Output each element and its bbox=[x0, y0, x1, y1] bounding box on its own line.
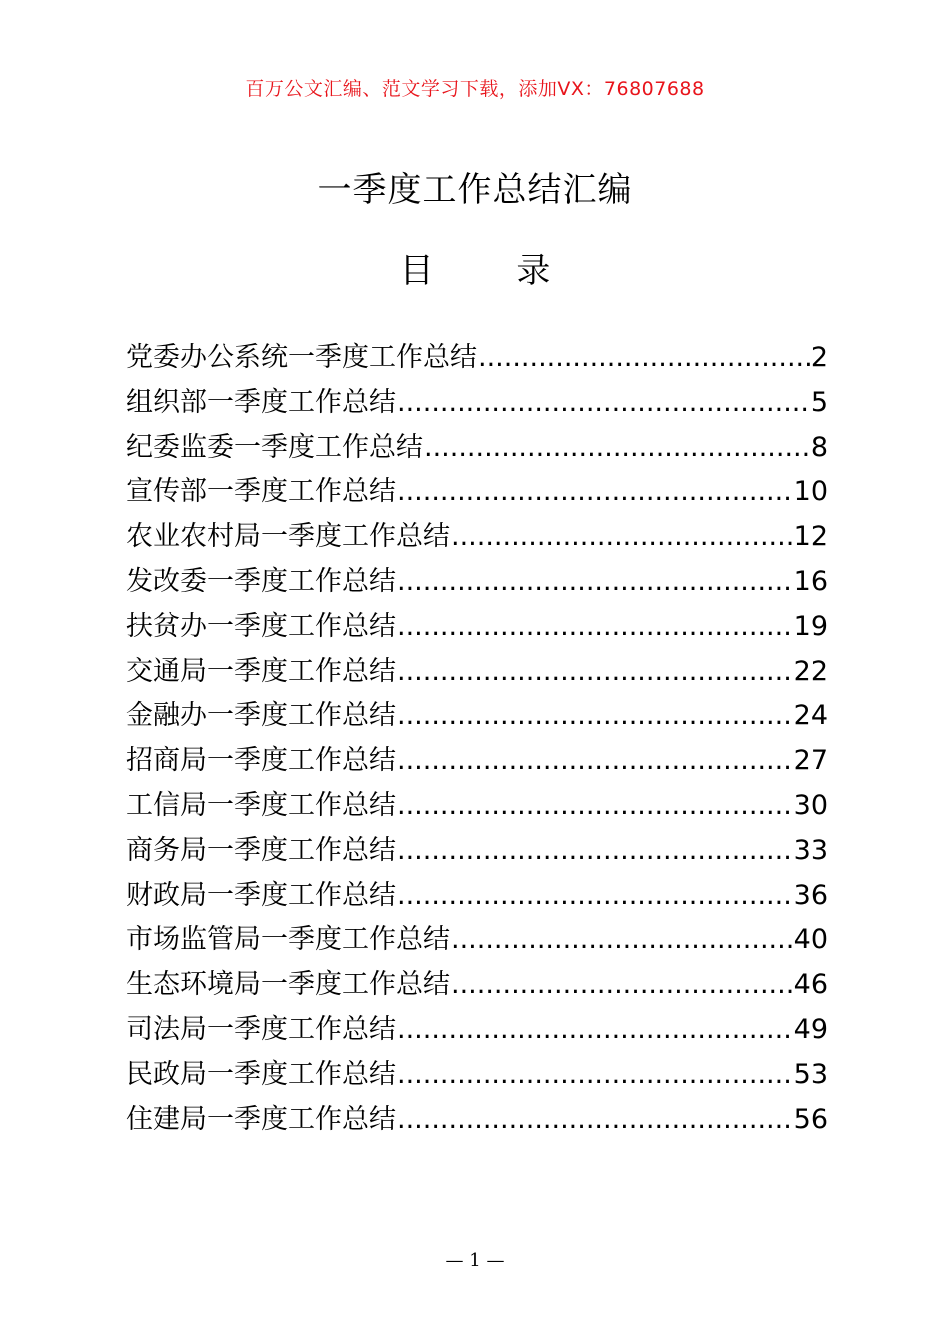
toc-entry[interactable] bbox=[126, 739, 828, 784]
toc-entry-page-number: 2 bbox=[810, 342, 828, 373]
toc-entry-page-number: 40 bbox=[793, 924, 828, 956]
toc-entry-label: 招商局一季度工作总结 bbox=[126, 745, 396, 777]
toc-entry-label: 金融办一季度工作总结 bbox=[126, 700, 396, 732]
toc-entry-page-number: 27 bbox=[793, 745, 828, 777]
toc-dot-leader bbox=[478, 336, 810, 381]
toc-dot-leader bbox=[424, 426, 810, 471]
toc-entry-label: 纪委监委一季度工作总结 bbox=[126, 431, 423, 463]
toc-entry-page-number: 24 bbox=[793, 700, 828, 732]
toc-entry-label: 组织部一季度工作总结 bbox=[126, 386, 396, 418]
toc-entry-page-number: 49 bbox=[793, 1013, 828, 1045]
toc-dot-leader bbox=[397, 560, 793, 605]
toc-entry-page-number: 12 bbox=[793, 521, 828, 553]
toc-entry-label: 市场监管局一季度工作总结 bbox=[126, 924, 450, 956]
toc-entry[interactable] bbox=[126, 515, 828, 560]
toc-entry[interactable] bbox=[126, 605, 828, 650]
toc-entry-label: 发改委一季度工作总结 bbox=[126, 565, 396, 597]
toc-entry-label: 农业农村局一季度工作总结 bbox=[126, 521, 450, 553]
toc-entry-page-number: 46 bbox=[793, 969, 828, 1001]
table-of-contents bbox=[126, 336, 828, 1142]
toc-dot-leader bbox=[397, 470, 793, 515]
toc-dot-leader bbox=[397, 739, 793, 784]
toc-entry-page-number: 36 bbox=[793, 879, 828, 911]
toc-entry-page-number: 8 bbox=[810, 431, 828, 463]
document-title: 一季度工作总结汇编 bbox=[317, 170, 633, 210]
page-number: — 1 — bbox=[445, 1250, 505, 1271]
toc-dot-leader bbox=[397, 1098, 793, 1143]
toc-entry[interactable] bbox=[126, 1098, 828, 1143]
toc-entry[interactable] bbox=[126, 426, 828, 471]
toc-entry-page-number: 22 bbox=[793, 655, 828, 687]
toc-heading: 目 录 bbox=[399, 251, 587, 291]
toc-dot-leader bbox=[397, 650, 793, 695]
toc-entry[interactable] bbox=[126, 1008, 828, 1053]
toc-entry[interactable] bbox=[126, 784, 828, 829]
toc-entry-page-number: 16 bbox=[793, 565, 828, 597]
toc-dot-leader bbox=[397, 694, 793, 739]
toc-dot-leader bbox=[397, 381, 810, 426]
toc-dot-leader bbox=[397, 605, 793, 650]
toc-entry-page-number: 33 bbox=[793, 834, 828, 866]
toc-entry[interactable] bbox=[126, 963, 828, 1008]
toc-entry[interactable] bbox=[126, 650, 828, 695]
toc-dot-leader bbox=[397, 1008, 793, 1053]
toc-entry-label: 工信局一季度工作总结 bbox=[126, 789, 396, 821]
toc-entry[interactable] bbox=[126, 874, 828, 919]
toc-entry-label: 交通局一季度工作总结 bbox=[126, 655, 396, 687]
toc-entry-page-number: 56 bbox=[793, 1103, 828, 1135]
toc-entry[interactable] bbox=[126, 470, 828, 515]
toc-entry-label: 民政局一季度工作总结 bbox=[126, 1058, 396, 1090]
toc-entry[interactable] bbox=[126, 336, 828, 381]
toc-dot-leader bbox=[451, 515, 793, 560]
toc-entry-label: 扶贫办一季度工作总结 bbox=[126, 610, 396, 642]
toc-entry-label: 财政局一季度工作总结 bbox=[126, 879, 396, 911]
toc-dot-leader bbox=[397, 784, 793, 829]
toc-entry-label: 宣传部一季度工作总结 bbox=[126, 476, 396, 508]
toc-entry[interactable] bbox=[126, 381, 828, 426]
toc-entry-label: 住建局一季度工作总结 bbox=[126, 1103, 396, 1135]
toc-entry[interactable] bbox=[126, 694, 828, 739]
toc-dot-leader bbox=[451, 918, 793, 963]
toc-entry-label: 生态环境局一季度工作总结 bbox=[126, 969, 450, 1001]
toc-dot-leader bbox=[397, 874, 793, 919]
toc-entry[interactable] bbox=[126, 918, 828, 963]
toc-entry-label: 商务局一季度工作总结 bbox=[126, 834, 396, 866]
toc-entry-page-number: 30 bbox=[793, 789, 828, 821]
toc-entry[interactable] bbox=[126, 560, 828, 605]
toc-entry-page-number: 10 bbox=[793, 476, 828, 508]
toc-entry-page-number: 53 bbox=[793, 1058, 828, 1090]
toc-dot-leader bbox=[397, 1053, 793, 1098]
toc-entry-label: 司法局一季度工作总结 bbox=[126, 1013, 396, 1045]
toc-entry[interactable] bbox=[126, 1053, 828, 1098]
toc-entry[interactable] bbox=[126, 829, 828, 874]
header-promo-note: 百万公文汇编、范文学习下载，添加VX：76807688 bbox=[245, 78, 705, 100]
toc-dot-leader bbox=[397, 829, 793, 874]
toc-entry-page-number: 5 bbox=[810, 386, 828, 418]
toc-entry-label: 党委办公系统一季度工作总结 bbox=[126, 342, 477, 373]
toc-entry-page-number: 19 bbox=[793, 610, 828, 642]
toc-dot-leader bbox=[451, 963, 793, 1008]
